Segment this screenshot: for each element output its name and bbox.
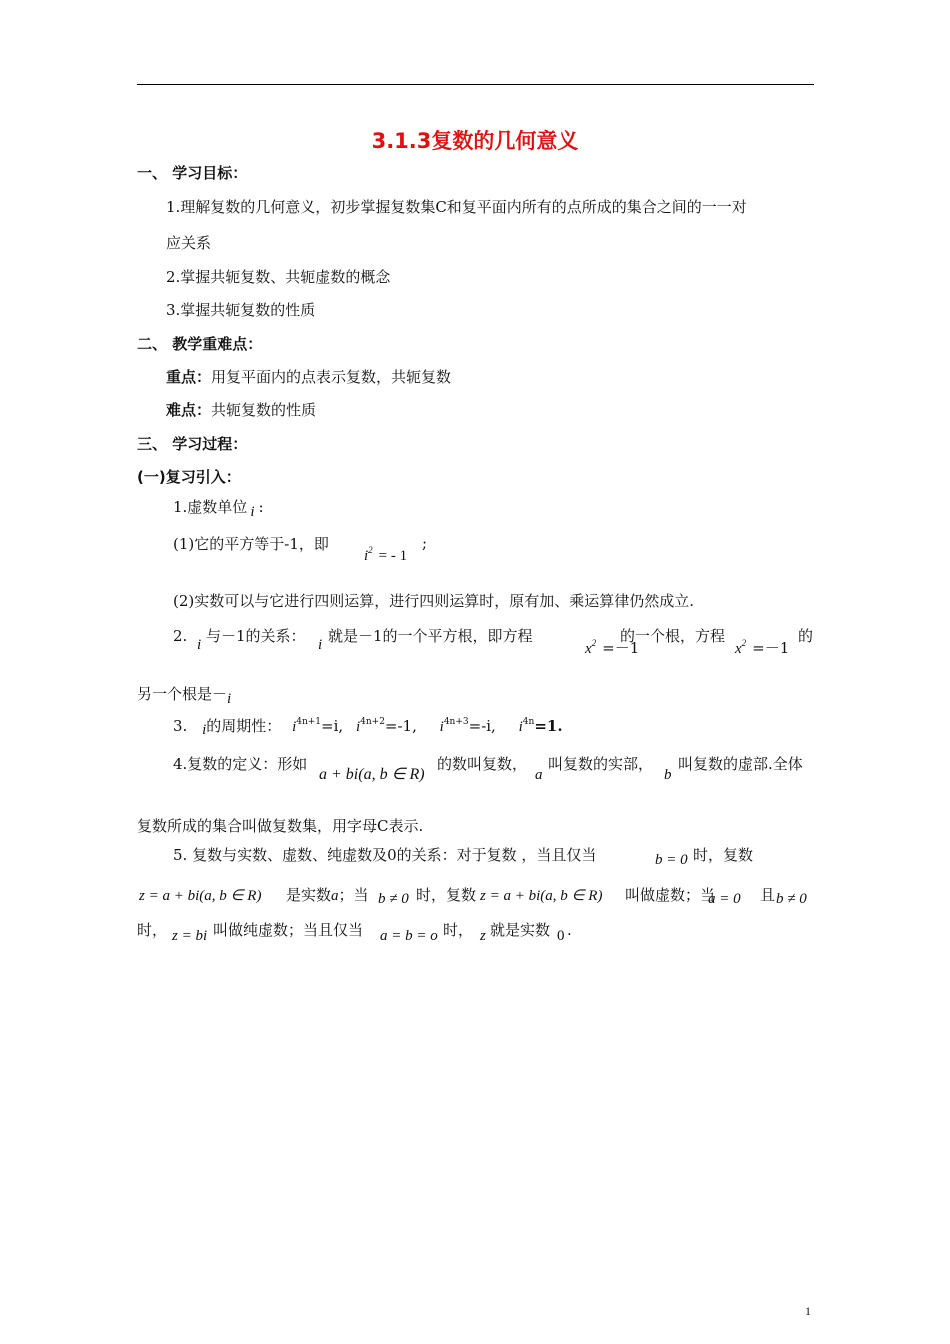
math-i: i: [364, 548, 369, 564]
review-1b: (2)实数可以与它进行四则运算，进行四则运算时，原有加、乘运算律仍然成立.: [173, 592, 695, 610]
formula-x-squared-2: [735, 638, 789, 660]
math-x: x: [585, 641, 592, 657]
section-heading-process: 三、 学习过程：: [137, 435, 248, 453]
math-i: i: [250, 504, 255, 520]
text-is-real: 是实数: [286, 886, 332, 904]
text-complex: 时，复数: [416, 886, 477, 904]
power-4n: 4n: [522, 717, 535, 727]
review-4-text-3: 叫复数的实部，: [548, 755, 654, 773]
value-1: =1.: [534, 717, 563, 735]
power-4n2: 4n+2: [360, 717, 385, 727]
review-4-text-1: 4.复数的定义：形如: [173, 755, 308, 773]
math-eq: = - 1: [378, 548, 408, 564]
math-i-2: [318, 634, 322, 655]
review-2-cont: [137, 684, 231, 705]
review-5-text-1: 5. 复数与实数、虚数、纯虚数及0的关系：对于复数 ，当且仅当: [173, 846, 597, 864]
goal-3: 3.掌握共轭复数的性质: [166, 301, 316, 319]
key-point-text: 用复平面内的点表示复数，共轭复数: [211, 368, 452, 386]
math-zero: 0: [557, 928, 565, 944]
goal-1-cont: 应关系: [166, 234, 212, 252]
semicolon: ;: [422, 534, 428, 552]
key-point-label: 重点：: [166, 368, 212, 386]
header-rule: [137, 84, 814, 85]
text-when-3: 时，: [443, 921, 474, 939]
review-1-colon: :: [258, 498, 264, 516]
formula-i-squared: [364, 545, 407, 567]
complex-number-formula: z = a + bi(a, b ∈ R): [139, 888, 262, 904]
math-i: i: [355, 719, 361, 735]
text-when-2: 时，: [137, 921, 168, 939]
review-2-text-2: 就是－1的一个平方根，即方程: [328, 627, 533, 645]
math-a: a: [331, 888, 339, 904]
review-2: [173, 626, 187, 646]
text-imaginary: 叫做虚数；当: [625, 886, 716, 904]
review-2-num: 2.: [173, 627, 188, 645]
review-2-text-1: 与－1的关系：: [206, 627, 306, 645]
section-heading-keypoints: 二、 教学重难点：: [137, 335, 263, 353]
math-sup: 2: [591, 638, 597, 648]
complex-number-formula-2: z = a + bi(a, b ∈ R): [480, 888, 603, 904]
value-i: =i,: [321, 717, 344, 735]
review-5-text-2: 时，复数: [693, 846, 754, 864]
math-i: i: [518, 719, 523, 735]
math-i-glyph: i: [197, 637, 202, 653]
subsection-review: (一)复习引入：: [137, 468, 241, 486]
math-i-glyph: i: [318, 637, 323, 653]
complex-number-formula: a + bi(a, b ∈ R): [319, 766, 425, 783]
section-heading-goals: 一、 学习目标：: [137, 164, 248, 182]
math-i: i: [202, 722, 207, 738]
review-3-text: 的周期性：: [206, 717, 282, 735]
value-minus-1: =-1,: [384, 717, 417, 735]
period: .: [567, 921, 572, 939]
review-4-text-2: 的数叫复数，: [437, 755, 528, 773]
page-title: 3.1.3复数的几何意义: [371, 129, 579, 153]
math-sup: 2: [368, 545, 373, 555]
condition-b-nonzero-2: b ≠ 0: [776, 891, 807, 907]
math-i: [197, 634, 201, 655]
review-5b-segment-1: [286, 885, 369, 906]
power-4n3: 4n+3: [443, 717, 469, 727]
value-minus-i: =-i,: [468, 717, 496, 735]
review-1: [173, 497, 264, 518]
review-1-text: 1.虚数单位: [173, 498, 248, 516]
review-4-text-4: 叫复数的虚部.全体: [678, 755, 803, 773]
math-eq: =－1: [752, 639, 790, 657]
condition-b-zero: b = 0: [655, 852, 688, 868]
review-2-text-3: 的一个根，方程: [620, 627, 726, 645]
review-3-num: 3.: [173, 717, 188, 735]
difficult-point-text: 共轭复数的性质: [211, 401, 317, 419]
page-number: 1: [805, 1304, 811, 1318]
math-z: z: [480, 928, 486, 944]
math-a: a: [535, 767, 543, 783]
condition-b-nonzero: b ≠ 0: [378, 891, 409, 907]
text-when: ；当: [338, 886, 369, 904]
text-and: 且: [760, 886, 776, 904]
review-4-cont: 复数所成的集合叫做复数集，用字母C表示.: [137, 817, 424, 835]
power-4n1: 4n+1: [296, 717, 322, 727]
condition-a-zero: a = 0: [708, 891, 741, 907]
goal-2: 2.掌握共轭复数、共轭虚数的概念: [166, 268, 391, 286]
math-eq: =－1: [602, 639, 640, 657]
difficult-point: [166, 400, 316, 420]
review-2-cont-text: 另一个根是－: [137, 685, 228, 703]
math-i: i: [227, 691, 232, 707]
math-x: x: [735, 641, 742, 657]
math-i: i: [292, 719, 297, 735]
pure-imaginary-formula: z = bi: [172, 928, 208, 944]
review-1a-text: (1)它的平方等于-1，即: [173, 535, 329, 553]
text-pure-imaginary: 叫做纯虚数；当且仅当: [213, 921, 364, 939]
condition-a-b-zero: a = b = o: [380, 928, 438, 944]
review-2-text-4: 的: [798, 627, 814, 645]
math-i: i: [439, 719, 444, 735]
text-is-real-number: 就是实数: [490, 921, 551, 939]
review-3: [173, 716, 563, 739]
review-1a: [173, 534, 329, 554]
difficult-point-label: 难点：: [166, 401, 212, 419]
math-sup: 2: [741, 638, 747, 648]
key-point: [166, 367, 451, 387]
goal-1: 1.理解复数的几何意义，初步掌握复数集C和复平面内所有的点所成的集合之间的一一对: [166, 198, 747, 216]
math-b: b: [664, 767, 672, 783]
